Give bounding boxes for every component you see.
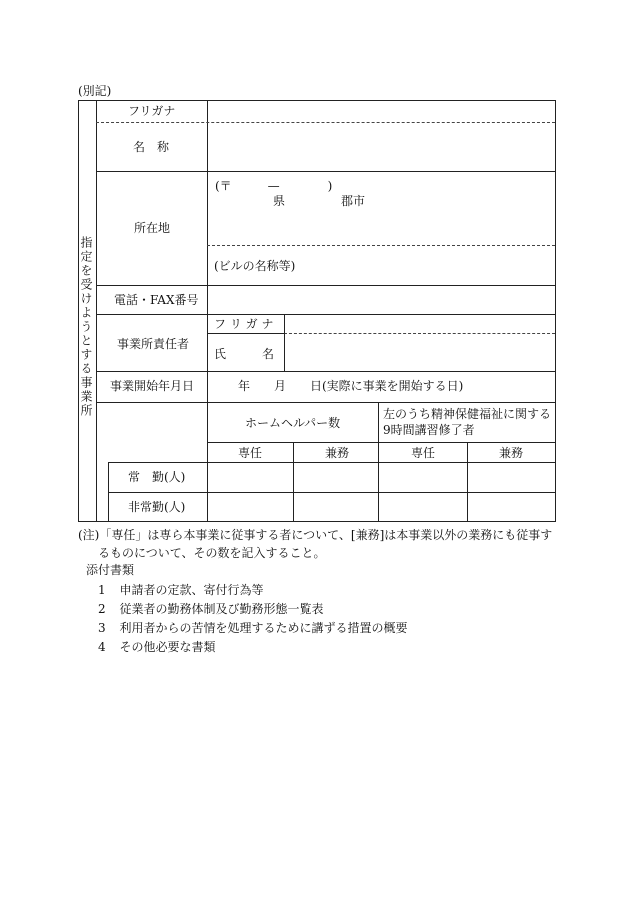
form-heading: (別記) [78, 84, 112, 98]
label-furigana: フリガナ [128, 104, 176, 118]
label-manager-name: 氏 名 [214, 347, 275, 361]
attachment-text: 利用者からの苦情を処理するために講ずる措置の概要 [119, 621, 408, 635]
label-manager-furigana: フ リ ガ ナ [214, 317, 274, 331]
label-name: 名 称 [133, 140, 170, 154]
start-date-value: 年 月 日(実際に事業を開始する日) [238, 379, 464, 393]
row-fulltime: 常 勤(人) [128, 470, 186, 484]
header-home-helper: ホームヘルパー数 [245, 416, 341, 430]
col-dedicated-1: 専任 [238, 446, 263, 460]
attachment-number: 3 [98, 621, 106, 635]
building-name-label: (ビルの名称等) [214, 259, 296, 273]
attachment-text: 従業者の勤務体制及び勤務形態一覧表 [119, 602, 324, 616]
attachment-text: 申請者の定款、寄付行為等 [119, 583, 264, 597]
gun-shi-label: 郡市 [341, 194, 366, 208]
col-concurrent-1: 兼務 [325, 446, 350, 460]
label-phone-fax: 電話・FAX番号 [114, 293, 199, 307]
attachments-title: 添付書類 [86, 563, 135, 577]
label-address: 所在地 [134, 221, 171, 235]
col-concurrent-2: 兼務 [499, 446, 524, 460]
label-start-date: 事業開始年月日 [110, 379, 195, 393]
attachment-number: 2 [98, 602, 106, 616]
attachment-item [98, 602, 323, 616]
prefecture-label: 県 [273, 194, 286, 208]
attachment-number: 4 [98, 640, 106, 654]
attachment-item [98, 583, 263, 597]
postal-code-line: (〒 — ) [215, 179, 333, 193]
row-parttime: 非常勤(人) [128, 500, 186, 514]
header-training-completed: 左のうち精神保健福祉に関する9時間講習修了者 [383, 407, 552, 437]
note-line-2: るものについて、その数を記入すること。 [98, 546, 326, 560]
label-manager: 事業所責任者 [117, 337, 190, 351]
attachment-item [98, 640, 215, 654]
attachment-item [98, 621, 407, 635]
attachment-number: 1 [98, 583, 106, 597]
side-label: 指定を受けようとする事業所 [79, 236, 93, 418]
note-line-1: (注)「専任」は専ら本事業に従事する者について、[兼務]は本事業以外の業務にも従事す [78, 528, 553, 542]
col-dedicated-2: 専任 [411, 446, 436, 460]
attachment-text: その他必要な書類 [119, 640, 216, 654]
